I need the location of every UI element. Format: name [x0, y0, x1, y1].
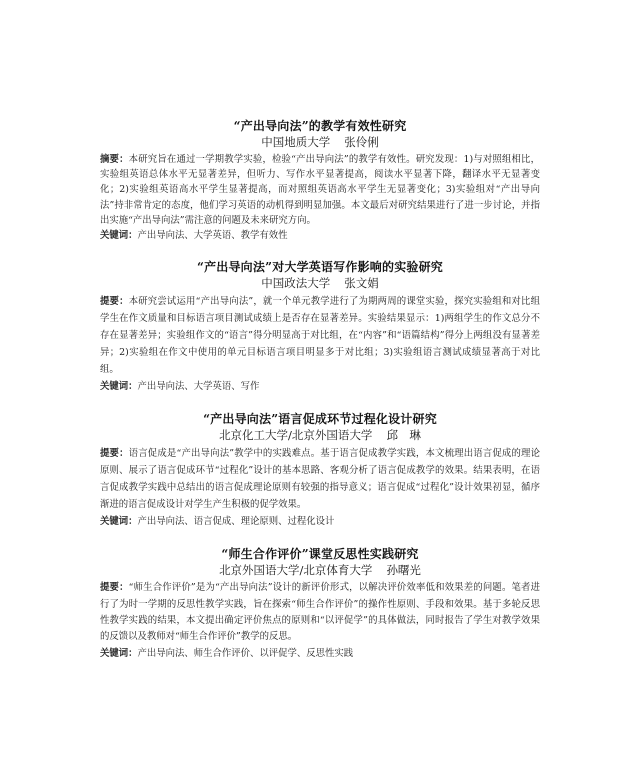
paper-title: “师生合作评价”课堂反思性实践研究 — [221, 547, 419, 562]
author-name: 张文娟 — [344, 276, 379, 291]
abstract-paragraph — [100, 152, 540, 228]
affiliation: 北京外国语大学/北京体育大学 — [219, 563, 373, 578]
affiliation: 北京化工大学/北京外国语大学 — [219, 428, 373, 443]
paper-title: “产出导向法”语言促成环节过程化设计研究 — [203, 412, 437, 427]
keywords-text: 产出导向法、大学英语、写作 — [137, 381, 260, 393]
abstract-text: 本研究尝试运用“产出导向法”，就一个单元教学进行了为期两周的课堂实验，探究实验组和对比组学生在作文质量和目标语言项目测试成绩上是否存在显著差异。实验结果显示：1)两组学生的作文总分不存在显著差异；实验组作文的“语言”得分明显高于对比组，在“内容”和“语篇结构”得分上两组没有显著差异；2)实验组在作文中使用的单元目标语言项目明显多于对比组；3)实验组语言测试成绩显著高于对比组。 — [100, 296, 540, 376]
abstract-text: “师生合作评价”是为“产出导向法”设计的新评价形式，以解决评价效率低和效果差的问题。笔者进行了为时一学期的反思性教学实践，旨在探索“师生合作评价”的操作性原则、手段和效果。基于多轮反思性教学实践的结果，本文提出确定评价焦点的原则和“以评促学”的具体做法，同时报告了学生对教学效果的反馈以及教师对“师生合作评价”教学的反思。 — [100, 582, 540, 643]
author-name: 张伶俐 — [344, 135, 379, 149]
author-name: 孙曙光 — [386, 563, 421, 578]
affiliation: 中国政法大学 — [261, 276, 331, 291]
keywords-text: 产出导向法、师生合作评价、以评促学、反思性实践 — [137, 647, 354, 659]
keywords-label: 关键词： — [100, 516, 138, 528]
paper-entry — [100, 259, 540, 395]
abstract-label: 提要： — [100, 296, 129, 308]
paper-entry — [100, 411, 540, 530]
paper-title: “产出导向法”的教学有效性研究 — [233, 119, 407, 133]
paper-title: “产出导向法”对大学英语写作影响的实验研究 — [196, 260, 443, 275]
keywords-line — [100, 513, 540, 530]
keywords-label: 关键词： — [100, 381, 138, 393]
author-name: 邱 琳 — [386, 428, 421, 443]
abstract-paragraph — [100, 580, 540, 646]
paper-entry — [100, 546, 540, 662]
paper-byline — [100, 562, 540, 578]
keywords-line — [100, 646, 540, 662]
keywords-text: 产出导向法、语言促成、理论原则、过程化设计 — [137, 516, 335, 528]
abstract-list — [100, 118, 540, 678]
abstract-paragraph — [100, 445, 540, 513]
keywords-line — [100, 228, 540, 243]
abstract-paragraph — [100, 293, 540, 378]
keywords-label: 关键词： — [100, 230, 138, 242]
abstract-label: 摘要： — [100, 154, 129, 165]
paper-entry — [100, 118, 540, 243]
affiliation: 中国地质大学 — [261, 135, 331, 149]
abstract-label: 提要： — [100, 582, 129, 594]
keywords-line — [100, 378, 540, 395]
paper-byline — [100, 427, 540, 443]
paper-byline — [100, 275, 540, 291]
paper-byline — [100, 134, 540, 150]
abstract-label: 提要： — [100, 448, 129, 460]
abstract-text: 本研究旨在通过一学期教学实验，检验“产出导向法”的教学有效性。研究发现：1)与对照组相比，实验组英语总体水平无显著差异，但听力、写作水平显著提高，阅读水平显著下降，翻译水平无显著变化；2)实验组英语高水平学生显著提高，而对照组英语高水平学生无显著变化；3)实验组对“产出导向法”持非常肯定的态度，他们学习英语的动机得到明显加强。本文最后对研究结果进行了进一步讨论，并指出实施“产出导向法”需注意的问题及未来研究方向。 — [100, 154, 540, 226]
keywords-text: 产出导向法、大学英语、教学有效性 — [137, 230, 288, 242]
abstract-text: 语言促成是“产出导向法”教学中的实践难点。基于语言促成教学实践，本文梳理出语言促成的理论原则、展示了语言促成环节“过程化”设计的基本思路、客观分析了语言促成教学的效果。结果表明，在语言促成教学实践中总结出的语言促成理论原则有较强的指导意义；语言促成“过程化”设计效果初显，循序渐进的语言促成设计对学生产生积极的促学效果。 — [100, 448, 540, 511]
keywords-label: 关键词： — [100, 647, 138, 659]
